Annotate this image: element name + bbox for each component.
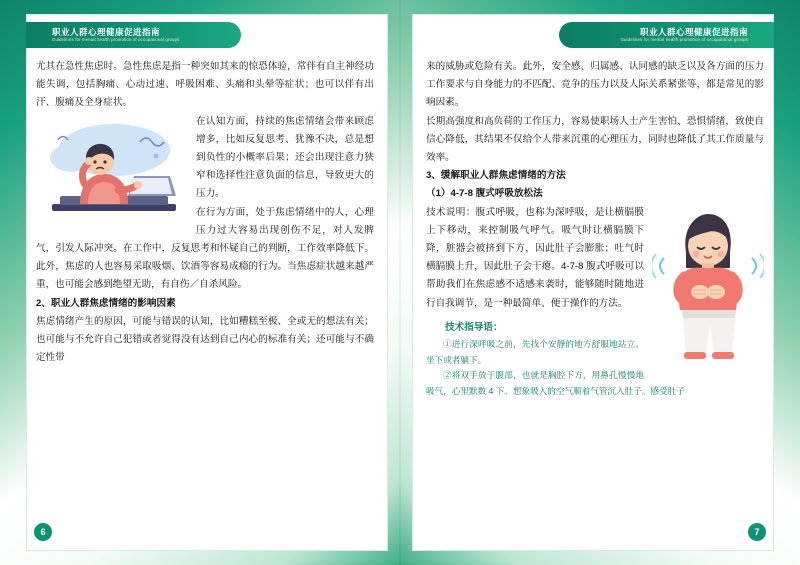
woman-breathing-exercise-illustration (652, 206, 764, 368)
paragraph: 在行为方面，处于焦虑情绪中的人，心理压力过大容易出现创伤不足，对人发脾气，引发人际冲突。在工作中，反复思考和怀疑自己的判断，工作效率降低下。此外，焦虑的人也容易采取吸烟、饮酒等容易成瘾的行为。当焦虑症状越来越严重，也可能会感到绝望无助，有自伤／自杀风险。 (36, 206, 374, 291)
tip-title: 技术指导语： (445, 321, 503, 333)
right-page-body (426, 58, 764, 517)
paragraph: 来的威胁或危险有关。此外，安全感、归属感、认同感的缺乏以及各方面的压力工作要求与自身能力的不匹配、竞争的压力以及人际关系紧张等，都是常见的影响因素。 (426, 61, 764, 109)
paragraph: 尤其在急性焦虑时。急性焦虑是指一种突如其来的惊恐体验，常伴有自主神经功能失调，包括胸痛、心动过速、呼吸困难、头痛和头晕等症状；也可以伴有出汗、腹痛及全身症状。 (36, 61, 374, 109)
left-page-body (36, 58, 374, 517)
page-number: 7 (748, 523, 766, 541)
section-heading: 2、职业人群焦虑情绪的影响因素 (36, 297, 176, 309)
paragraph: 技术说明：腹式呼吸，也称为深呼吸，是让横膈膜上下移动，来控制吸气呼气。吸气时让横膈膜下降，脏器会被挤到下方，因此肚子会膨胀；吐气时横膈膜上升，因此肚子会干瘪。4-7-8 腹式呼吸可以帮助我们在焦虑感不适感来袭时，能够随时随地进行自我调节，是一种最简单、便于操作的方法。 (426, 206, 644, 309)
page-gutter (399, 0, 401, 565)
section-heading: 3、缓解职业人群焦虑情绪的方法 (426, 170, 566, 182)
page-number: 6 (34, 523, 52, 541)
left-page-header-ribbon (26, 22, 241, 48)
header-title: 职业人群心理健康促进指南 (52, 27, 161, 37)
paragraph: 长期高强度和高负荷的工作压力，容易使职场人士产生害怕、恐惧情绪，致使自信心降低，其结果不仅给个人带来沉重的心理压力，同时也降低了其工作质量与效率。 (426, 115, 764, 164)
paragraph: 焦虑情绪产生的原因，可能与错误的认知，比如糟糕至极、全或无的想法有关；也可能与不允许自己犯错或者觉得没有达到自己内心的标准有关；还可能与不确定性带 (36, 315, 374, 364)
person-at-desk-worried-illustration (36, 116, 188, 224)
header-subtitle: Guidelines for mental health promotion of occupational groups (620, 37, 748, 42)
right-page-header-ribbon (559, 22, 774, 48)
tip-item: ②将双手放于腹部，也就是胸腔下方，用鼻孔慢慢地吸气，心里默数 4 下。想象吸入的空气顺着气管沉入肚子。感受肚子 (426, 370, 685, 396)
header-title: 职业人群心理健康促进指南 (639, 27, 748, 37)
header-subtitle: Guidelines for mental health promotion of occupational groups (52, 37, 180, 42)
subsection-heading: （1）4-7-8 腹式呼吸放松法 (426, 188, 543, 200)
tip-item: ①进行深呼吸之前，先找个安静的地方舒服地站立、坐下或者躺下。 (426, 339, 644, 365)
paragraph: 在认知方面，持续的焦虑情绪会带来顾虑增多，比如反复思考、犹豫不决，总是想到负性的小概率后果；还会出现注意力狭窄和选择性注意负面的信息，导致更大的压力。 (196, 115, 374, 200)
right-page (400, 0, 800, 565)
